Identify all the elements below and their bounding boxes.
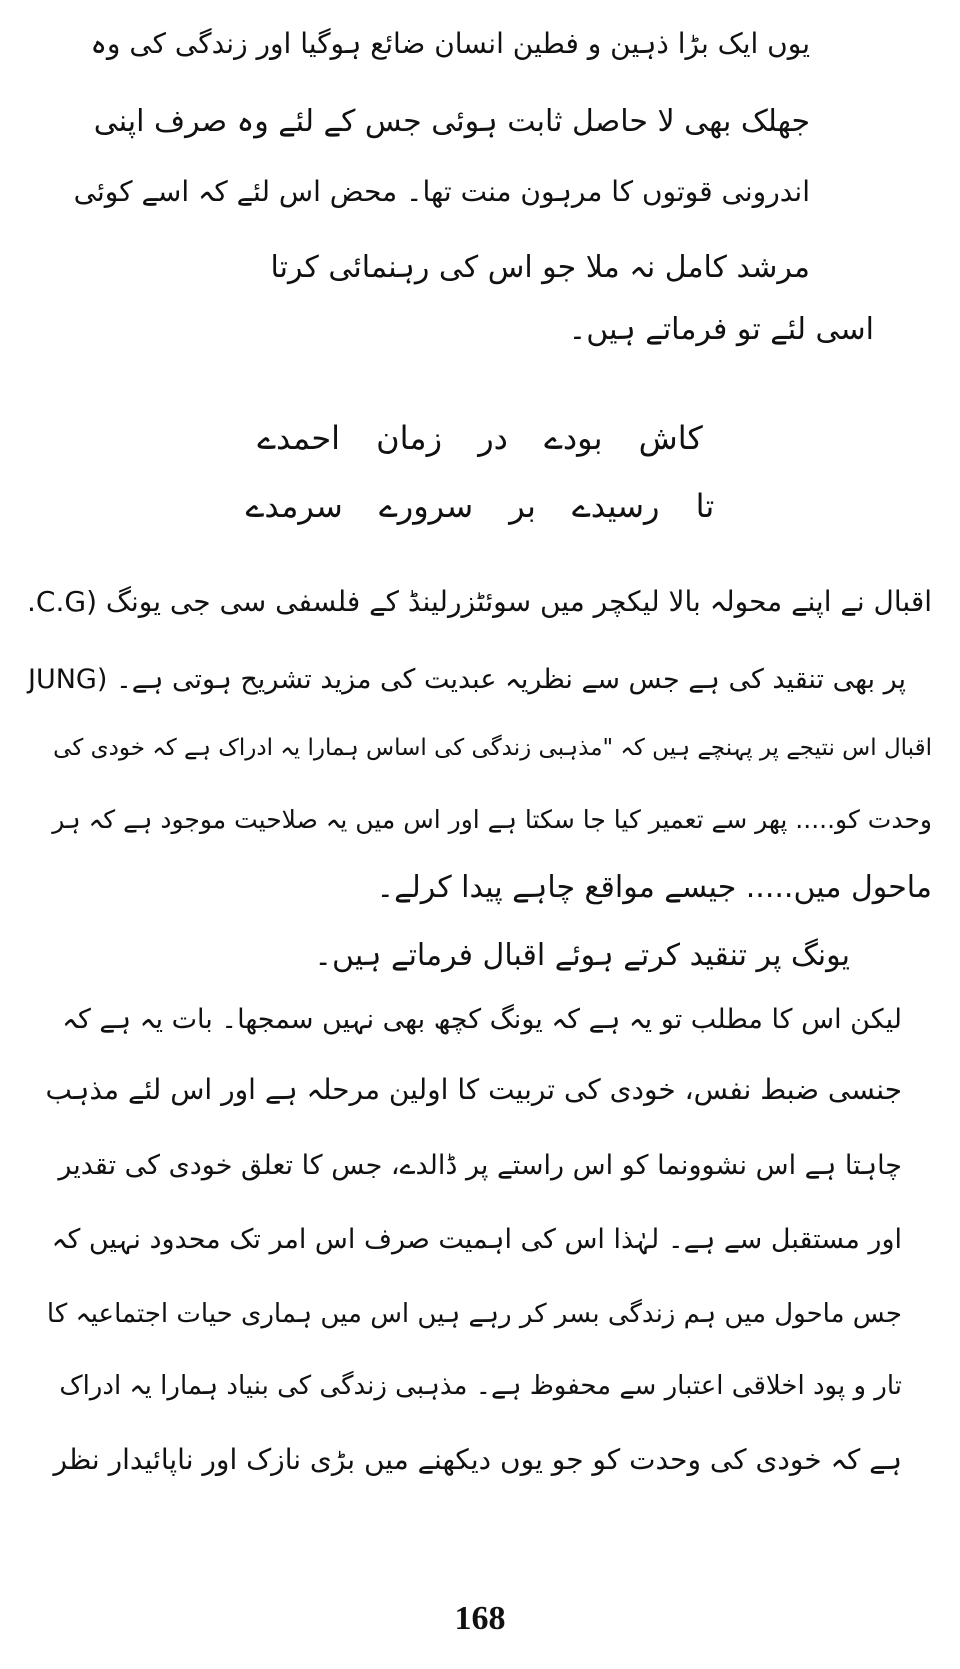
intro-line: اسی لئے تو فرماتے ہیں۔ xyxy=(568,312,874,347)
paragraph1-line: مرشد کامل نہ ملا جو اس کی رہنمائی کرتا xyxy=(270,250,810,285)
paragraph1-line: اندرونی قوتوں کا مرہون منت تھا۔ محض اس لئے کہ اسے کوئی xyxy=(73,175,810,208)
verse-line: تا رسیدے بر سرورے سرمدے xyxy=(245,487,715,525)
paragraph1-line: جھلک بھی لا حاصل ثابت ہوئی جس کے لئے وہ صرف اپنی xyxy=(93,104,810,139)
sub-line: یونگ پر تنقید کرتے ہوئے اقبال فرماتے ہیں۔ xyxy=(314,938,850,973)
page-number: 168 xyxy=(454,1600,506,1637)
paragraph3-line: چاہتا ہے اس نشوونما کو اس راستے پر ڈالدے، جس کا تعلق خودی کی تقدیر xyxy=(58,1150,902,1181)
paragraph2-line: JUNG) پر بھی تنقید کی ہے جس سے نظریہ عبدیت کی مزید تشریح ہوتی ہے۔ xyxy=(28,664,907,695)
paragraph3-line: جنسی ضبط نفس، خودی کی تربیت کا اولین مرحلہ ہے اور اس لئے مذہب xyxy=(45,1073,902,1106)
paragraph3-line: ہے کہ خودی کی وحدت کو جو یوں دیکھنے میں بڑی نازک اور ناپائیدار نظر xyxy=(53,1443,902,1476)
paragraph2-line: اقبال اس نتیجے پر پہنچے ہیں کہ "مذہبی زندگی کی اساس ہمارا یہ ادراک ہے کہ خودی کی xyxy=(53,735,932,761)
verse-line: کاش بودے در زمان احمدے xyxy=(257,419,703,457)
paragraph3-line: جس ماحول میں ہم زندگی بسر کر رہے ہیں اس میں ہماری حیات اجتماعیہ کا xyxy=(46,1299,902,1329)
paragraph3-line: اور مستقبل سے ہے۔ لہٰذا اس کی اہمیت صرف اس امر تک محدود نہیں کہ xyxy=(51,1224,902,1255)
paragraph2-line: اقبال نے اپنے محولہ بالا لیکچر میں سوئٹزرلینڈ کے فلسفی سی جی یونگ (C.G. xyxy=(27,585,932,618)
paragraph2-line: وحدت کو..... پھر سے تعمیر کیا جا سکتا ہے اور اس میں یہ صلاحیت موجود ہے کہ ہر xyxy=(52,805,932,834)
paragraph1-line: یوں ایک بڑا ذہین و فطین انسان ضائع ہوگیا اور زندگی کی وہ xyxy=(90,27,810,60)
paragraph2-line: ماحول میں..... جیسے مواقع چاہے پیدا کرلے۔ xyxy=(376,870,932,905)
paragraph3-line: لیکن اس کا مطلب تو یہ ہے کہ یونگ کچھ بھی نہیں سمجھا۔ بات یہ ہے کہ xyxy=(62,1004,902,1035)
paragraph3-line: تار و پود اخلاقی اعتبار سے محفوظ ہے۔ مذہبی زندگی کی بنیاد ہمارا یہ ادراک xyxy=(59,1371,902,1401)
